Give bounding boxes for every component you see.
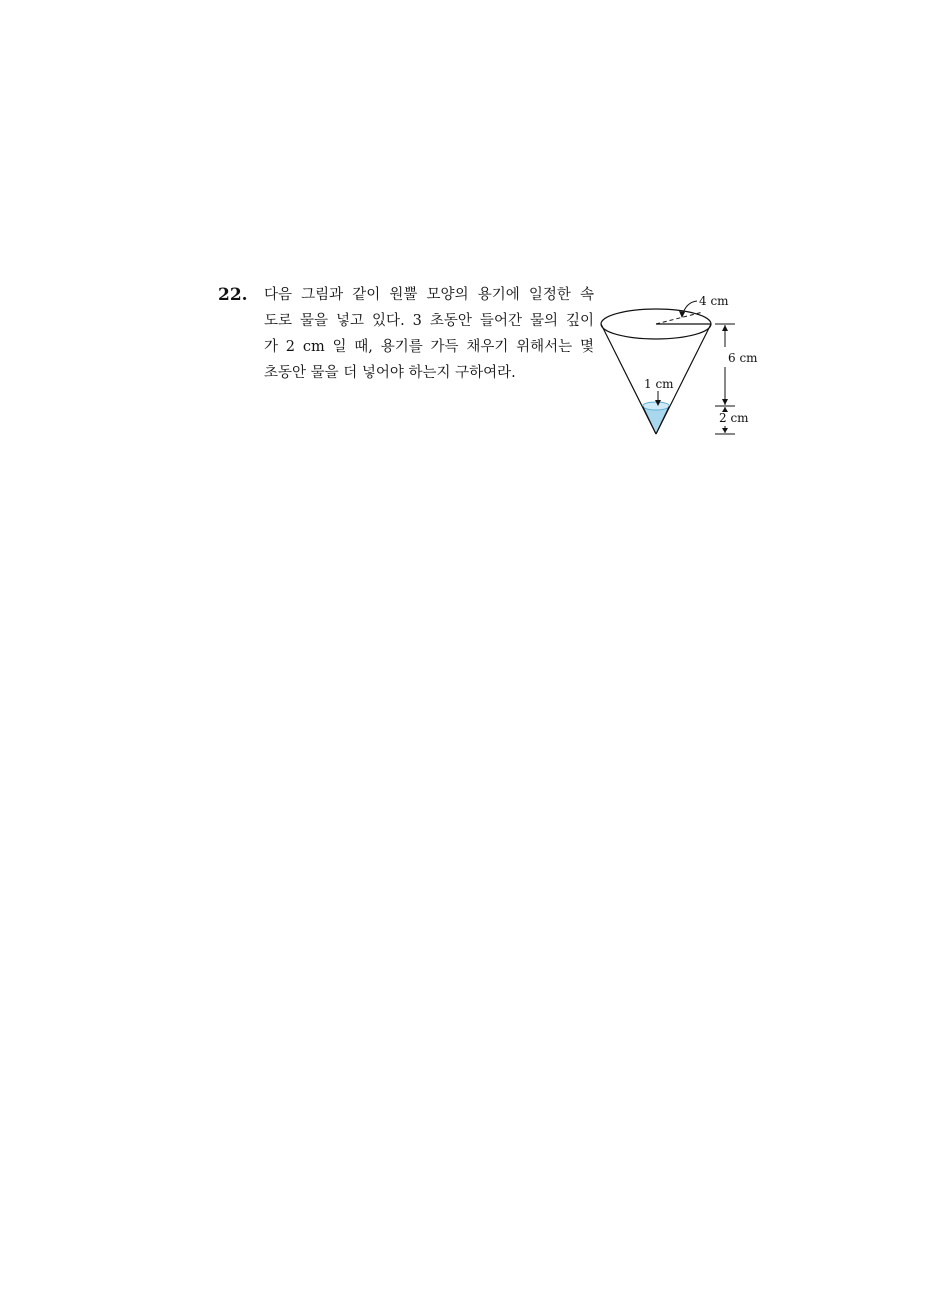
problem-line: 다음 그림과 같이 원뿔 모양의 용기에 일정한 속 — [264, 287, 594, 303]
radius-label: 4 cm — [699, 294, 729, 308]
problem-line: 도로 물을 넣고 있다. 3 초동안 들어간 물의 깊이 — [264, 313, 594, 329]
cone-figure — [598, 284, 778, 444]
water — [643, 402, 670, 434]
cone-diagram — [598, 284, 778, 444]
problem-statement — [264, 282, 594, 386]
upper-arrow-top — [722, 325, 728, 331]
problem-line: 가 2 cm 일 때, 용기를 가득 채우기 위해서는 몇 — [264, 339, 594, 355]
height-dimension — [715, 324, 758, 434]
water-surface — [643, 402, 670, 410]
upper-arrow-bottom — [722, 399, 728, 405]
lower-arrow-bottom — [722, 428, 728, 433]
problem-22 — [218, 282, 818, 442]
upper-height-label: 6 cm — [728, 351, 758, 365]
water-radius-label: 1 cm — [644, 377, 674, 391]
problem-line: 초동안 물을 더 넣어야 하는지 구하여라. — [264, 365, 516, 381]
water-depth-label: 2 cm — [719, 411, 749, 425]
water-radius-marker — [644, 377, 674, 406]
problem-number: 22. — [218, 285, 248, 305]
